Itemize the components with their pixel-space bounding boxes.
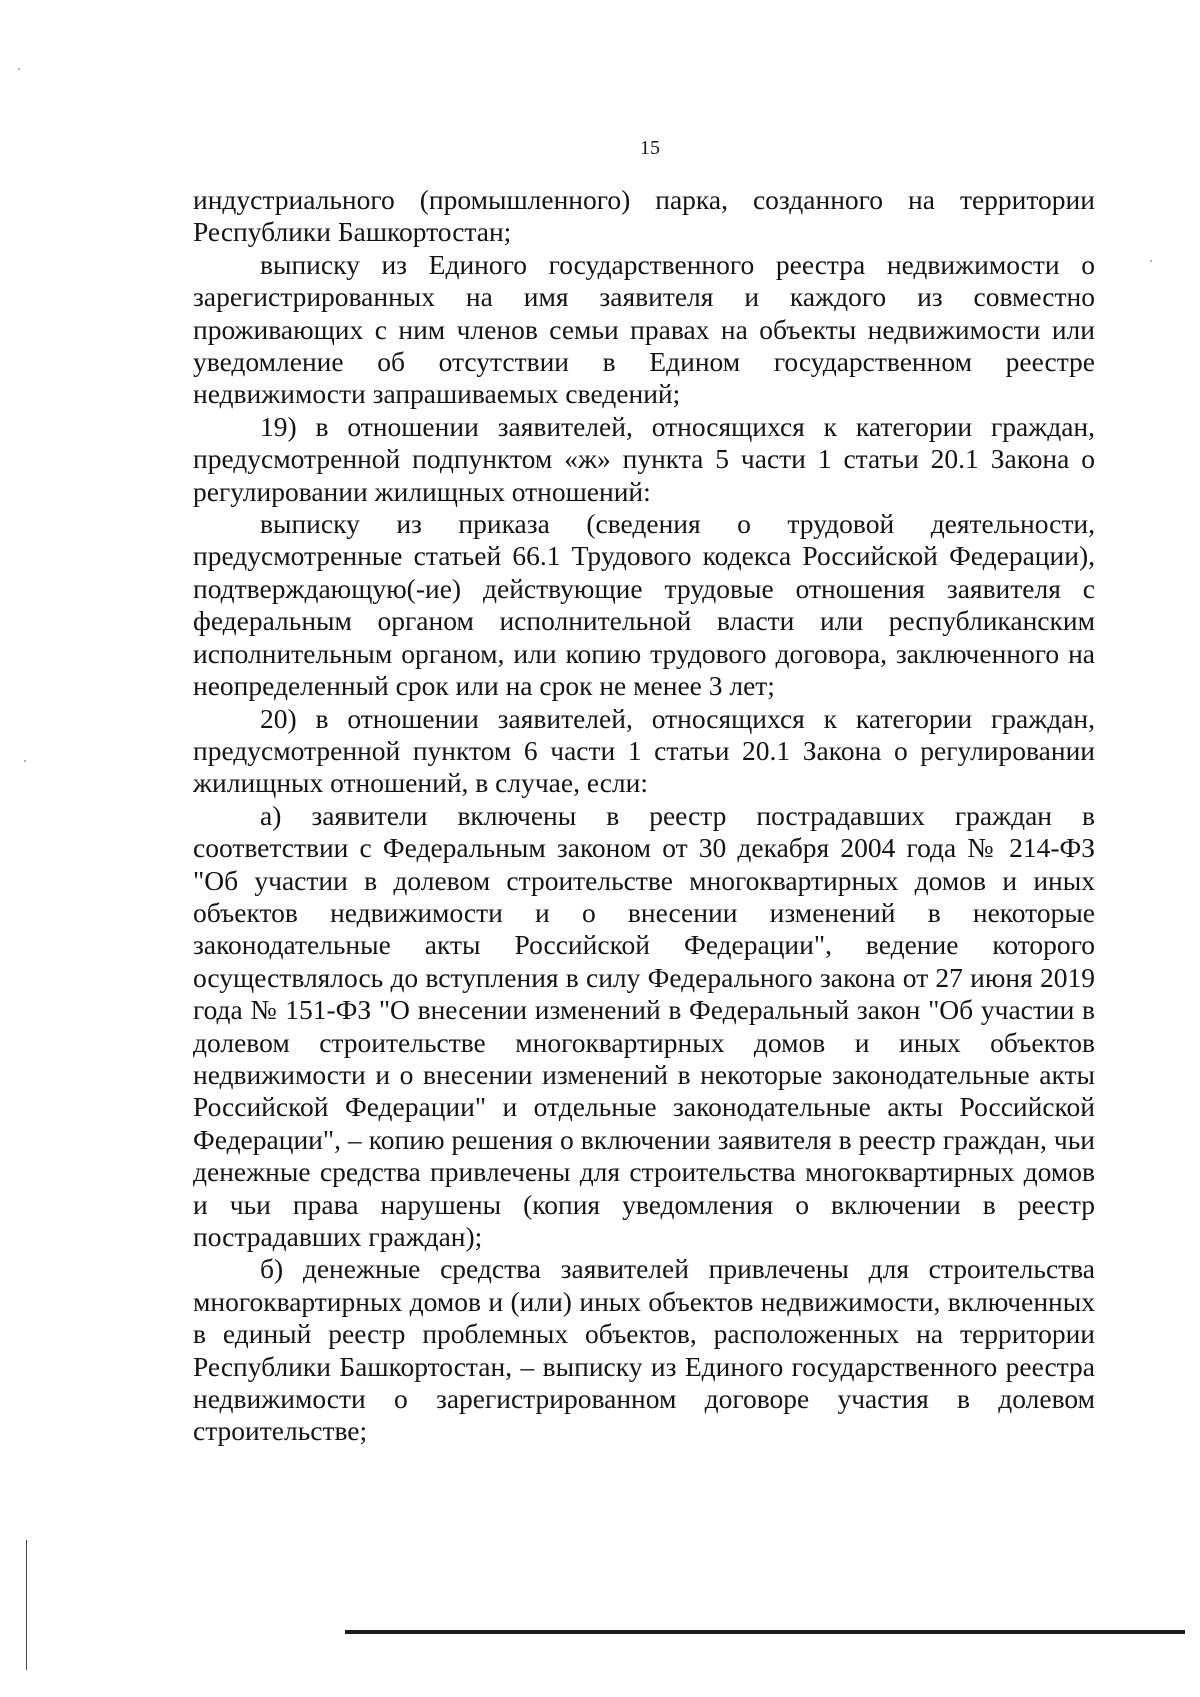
paragraph-6: а) заявители включены в реестр пострадавших граждан в соответствии с Федеральным законом от 30 декабря 2004 года № 214-ФЗ "Об участии в долевом строительстве многоквартирных домов и иных объектов недвижимости и о внесении изменений в некоторые законодательные акты Российской Федерации", ведение которого осуществлялось до вступления в силу Федерального закона от 27 июня 2019 года № 151-ФЗ "О внесении изменений в Федеральный закон "Об участии в долевом строительстве многоквартирных домов и иных объектов недвижимости и о внесении изменений в некоторые законодательные акты Российской Федерации" и отдельные законодательные акты Российской Федерации", – копию решения о включении заявителя в реестр граждан, чьи денежные средства привлечены для строительства многоквартирных домов и чьи права нарушены (копия уведомления о включении в реестр пострадавших граждан);: [193, 799, 1095, 1252]
bottom-rule: [345, 1630, 1185, 1634]
paragraph-1: индустриального (промышленного) парка, созданного на территории Республики Башкортостан;: [193, 184, 1095, 248]
document-body: [193, 184, 1095, 1448]
page-number: 15: [640, 137, 660, 159]
paragraph-2: выписку из Единого государственного реестра недвижимости о зарегистрированных на имя заявителя и каждого из совместно проживающих с ним членов семьи правах на объекты недвижимости или уведомление об отсутствии в Едином государственном реестре недвижимости запрашиваемых сведений;: [193, 248, 1095, 410]
scan-speck: [18, 68, 20, 70]
paragraph-4: выписку из приказа (сведения о трудовой деятельности, предусмотренные статьей 66.1 Трудового кодекса Российской Федерации), подтверждающую(-ие) действующие трудовые отношения заявителя с федеральным органом исполнительной власти или республиканским исполнительным органом, или копию трудового договора, заключенного на неопределенный срок или на срок не менее 3 лет;: [193, 508, 1095, 702]
scan-edge-line: [26, 1540, 27, 1670]
scan-speck: [24, 760, 26, 762]
paragraph-7: б) денежные средства заявителей привлечены для строительства многоквартирных домов и (или) иных объектов недвижимости, включенных в единый реестр проблемных объектов, расположенных на территории Республики Башкортостан, – выписку из Единого государственного реестра недвижимости о зарегистрированном договоре участия в долевом строительстве;: [193, 1253, 1095, 1447]
paragraph-3: 19) в отношении заявителей, относящихся к категории граждан, предусмотренной подпунктом «ж» пункта 5 части 1 статьи 20.1 Закона о регулировании жилищных отношений:: [193, 410, 1095, 507]
scan-speck: [1150, 260, 1152, 262]
paragraph-5: 20) в отношении заявителей, относящихся к категории граждан, предусмотренной пунктом 6 части 1 статьи 20.1 Закона о регулировании жилищных отношений, в случае, если:: [193, 702, 1095, 799]
